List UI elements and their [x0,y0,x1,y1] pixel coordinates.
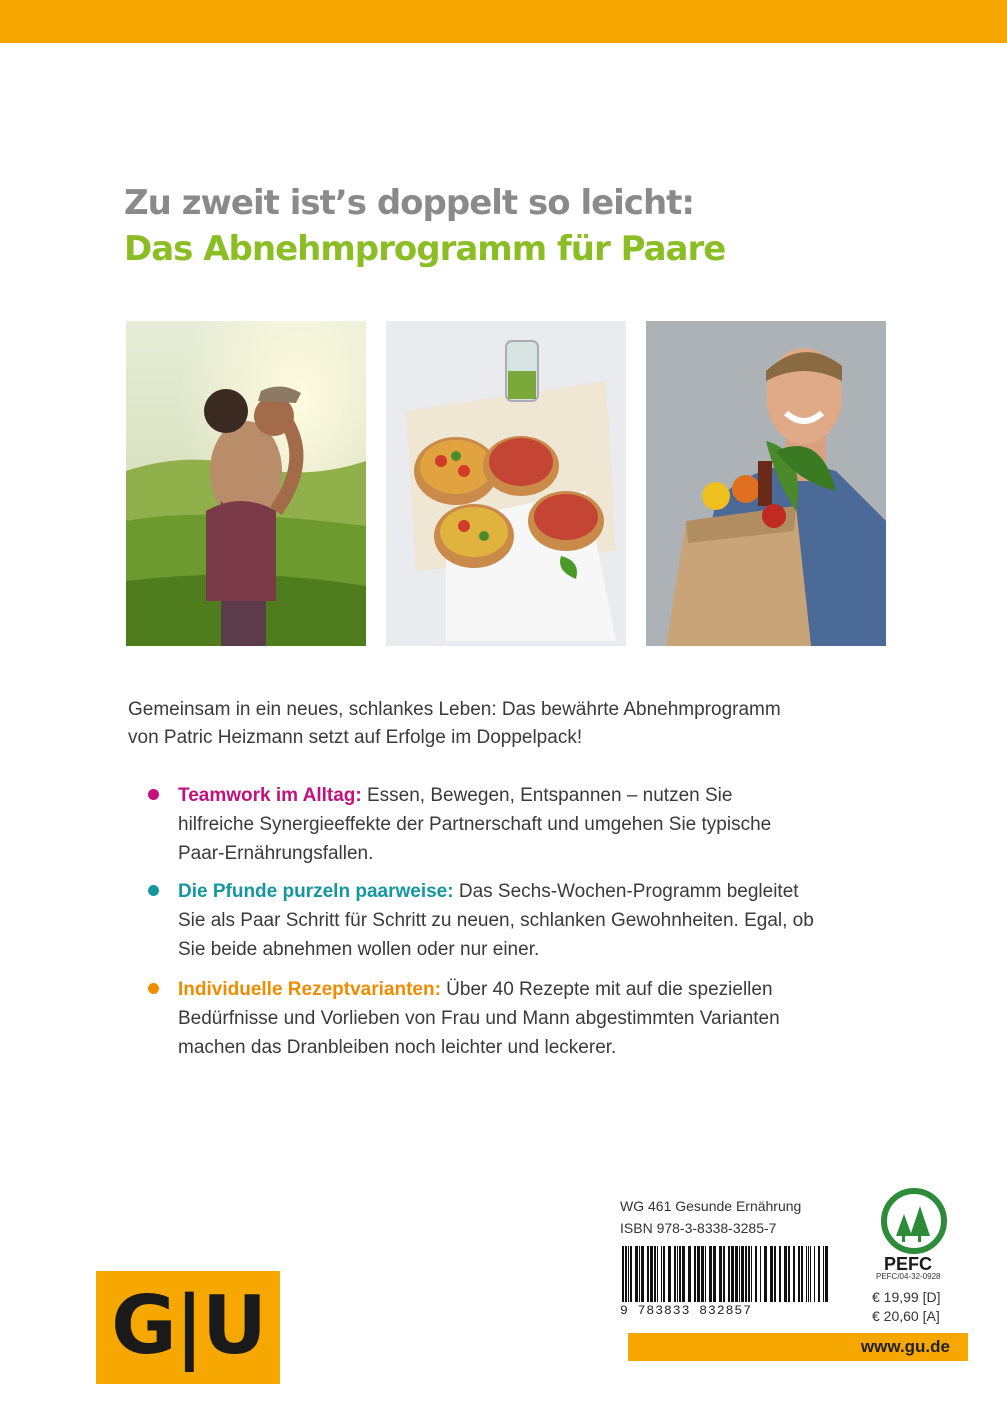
barcode-bar [764,1246,767,1302]
barcode-bar [741,1246,744,1302]
barcode-bar [760,1246,761,1302]
bullet-line-3: Paar-Ernährungsfallen. [178,843,374,864]
barcode-bar [641,1246,644,1302]
barcode-bar [694,1246,696,1302]
barcode-bar [735,1246,738,1302]
barcode-bar [793,1246,795,1302]
bullet-teamwork [150,781,870,868]
barcode-bar [723,1246,725,1302]
barcode-bar [682,1246,685,1302]
photo-couple [126,321,366,646]
bullet-dot [148,789,159,800]
bullet-line-2: Sie als Paar Schritt für Schritt zu neuen, schlanken Gewohnheiten. Egal, ob [178,910,814,931]
barcode-bar [755,1246,757,1302]
prices [872,1288,941,1326]
barcode-bar [779,1246,781,1302]
barcode-bar [647,1246,649,1302]
bullet-line-3: Sie beide abnehmen wollen oder nur einer. [178,939,540,960]
barcode-bar [679,1246,681,1302]
barcode-bar [798,1246,800,1302]
barcode-bar [808,1246,809,1302]
book-meta [620,1195,801,1239]
barcode-bar [650,1246,653,1302]
barcode-bar [713,1246,716,1302]
barcode-bar [801,1246,803,1302]
barcode-bar [810,1246,811,1302]
barcode-bar [784,1246,787,1302]
barcode-bar [806,1246,807,1302]
price-at: € 20,60 [A] [872,1308,940,1324]
barcode-bar [688,1246,691,1302]
gu-logo-text: G|U [111,1279,265,1372]
isbn-label: ISBN 978-3-8338-3285-7 [620,1220,777,1236]
intro-line-2: von Patric Heizmann setzt auf Erfolge im Doppelpack! [128,727,583,748]
bullet-keyword: Die Pfunde purzeln paarweise: [178,881,454,902]
website-bar [628,1333,968,1361]
bullet-keyword: Teamwork im Alltag: [178,785,362,806]
barcode-bar [728,1246,730,1302]
barcode-bar [739,1246,740,1302]
pefc-logo [876,1186,958,1286]
barcode-bar [825,1246,828,1302]
barcode-bar [770,1246,773,1302]
barcode-bar [774,1246,776,1302]
barcode-bar [814,1246,815,1302]
barcode-bar [701,1246,704,1302]
bullet-keyword: Individuelle Rezeptvarianten: [178,979,441,1000]
barcode-number: 9 783833 832857 [620,1303,753,1318]
barcode-bar [635,1246,638,1302]
barcode-bar [639,1246,640,1302]
barcode-bar [677,1246,678,1302]
bullet-pfunde [150,877,870,964]
intro-text [128,696,868,752]
barcode-bar [625,1246,627,1302]
barcode-bar [818,1246,820,1302]
price-de: € 19,99 [D] [872,1289,941,1305]
bullet-dot [148,983,159,994]
bullet-rezepte [150,975,870,1062]
barcode-bar [674,1246,676,1302]
barcode-bar [628,1246,629,1302]
barcode-bar [705,1246,706,1302]
barcode-bar [731,1246,734,1302]
barcode-bar [823,1246,824,1302]
category-label: WG 461 Gesunde Ernährung [620,1198,802,1214]
top-color-bar [0,0,1007,43]
bullet-line-2: Bedürfnisse und Vorlieben von Frau und Mann abgestimmten Varianten [178,1008,780,1029]
headline [124,180,725,272]
barcode-bar [751,1246,752,1302]
bullet-line-1: Über 40 Rezepte mit auf die speziellen [440,979,773,1000]
website-link[interactable]: www.gu.de [860,1337,950,1356]
bullet-line-3: machen das Dranbleiben noch leichter und leckerer. [178,1037,617,1058]
bullet-line-1: Das Sechs-Wochen-Programm begleitet [453,881,799,902]
barcode-bar [697,1246,700,1302]
barcode-bar [657,1246,658,1302]
barcode-bar [745,1246,747,1302]
photo-man-groceries [646,321,886,646]
photo-food [386,321,626,646]
gu-logo [96,1271,280,1384]
bullet-dot [148,885,159,896]
barcode-bar [622,1246,624,1302]
barcode-bar [719,1246,722,1302]
barcode-bar [654,1246,656,1302]
pefc-code: PEFC/04-32-0928 [876,1272,941,1281]
bullet-line-2: hilfreiche Synergieeffekte der Partnerschaft und umgehen Sie typische [178,814,772,835]
barcode-bar [663,1246,665,1302]
barcode-bar [668,1246,671,1302]
intro-line-1: Gemeinsam in ein neues, schlankes Leben: Das bewährte Abnehmprogramm [128,699,781,720]
barcode-bar [709,1246,712,1302]
headline-line-1: Zu zweit ist’s doppelt so leicht: [124,183,695,223]
headline-line-2: Das Abnehmprogramm für Paare [124,229,726,269]
pefc-label: PEFC [884,1254,933,1274]
barcode-bar [661,1246,662,1302]
barcode-bar [748,1246,750,1302]
bullet-line-1: Essen, Bewegen, Entspannen – nutzen Sie [361,785,733,806]
barcode-bar [788,1246,790,1302]
barcode-bar [630,1246,632,1302]
